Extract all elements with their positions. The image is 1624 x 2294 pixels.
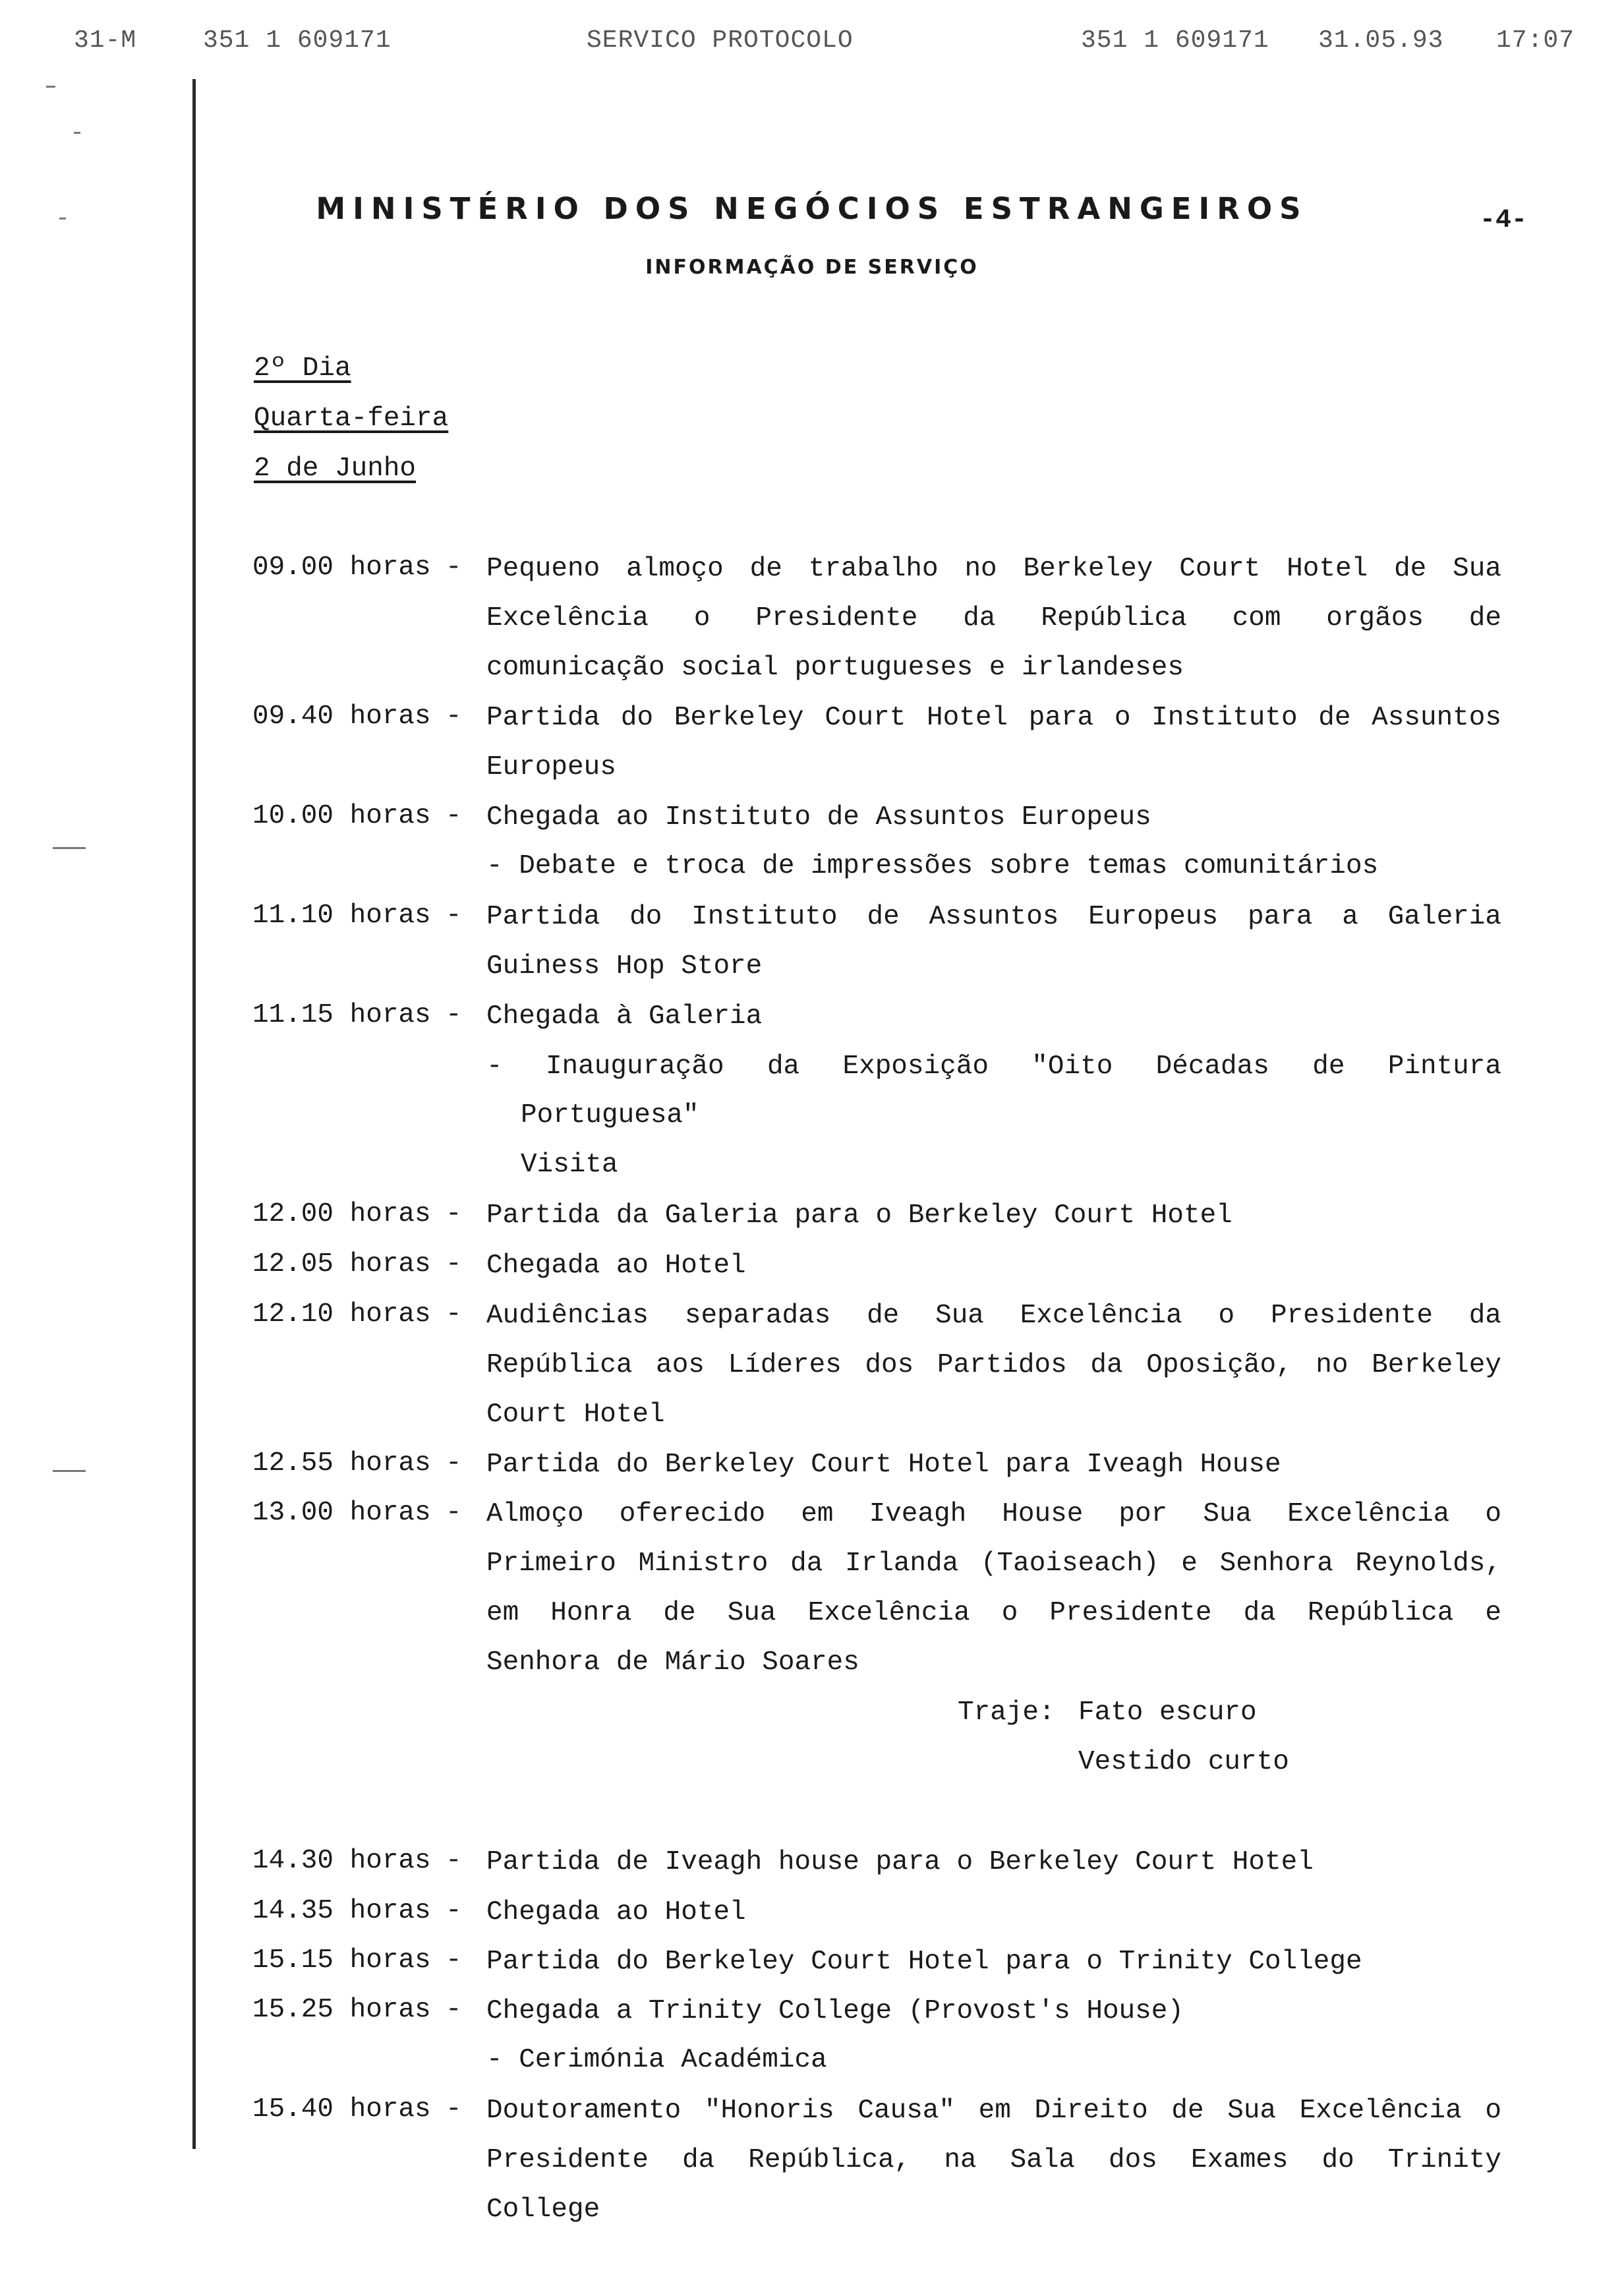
time-dash: -	[446, 1299, 462, 1330]
entry-line: College	[486, 2194, 600, 2225]
fax-service-name: SERVICO PROTOCOLO	[587, 26, 854, 55]
day-weekday: Quarta-feira	[254, 403, 449, 434]
entry-line: Audiências separadas de Sua Excelência o Presidente da	[486, 1301, 1501, 1331]
schedule-entry	[486, 1838, 1501, 1887]
entry-sub-line: - Inauguração da Exposição "Oito Décadas de Pintura	[486, 1051, 1501, 1082]
entry-line: Almoço oferecido em Iveagh House por Sua Excelência o	[486, 1499, 1501, 1529]
schedule-entry	[486, 1291, 1501, 1440]
schedule-entry	[486, 1987, 1501, 2036]
binding-margin-line	[192, 79, 196, 2149]
time-dash: -	[446, 900, 462, 931]
entry-line: Partida do Instituto de Assuntos Europeus para a Galeria	[486, 902, 1501, 932]
day-date: 2 de Junho	[254, 454, 417, 484]
entry-line: Partida do Berkeley Court Hotel para Iveagh House	[486, 1450, 1281, 1480]
schedule-time: 11.10 horas	[252, 900, 431, 931]
entry-line: comunicação social portugueses e irlandeses	[486, 653, 1184, 683]
ministry-title: MINISTÉRIO DOS NEGÓCIOS ESTRANGEIROS	[316, 191, 1308, 226]
day-label: 2º Dia	[254, 353, 351, 384]
time-dash: -	[446, 1995, 462, 2025]
entry-line: Partida da Galeria para o Berkeley Court Hotel	[486, 1200, 1232, 1231]
entry-line: Presidente da República, na Sala dos Exames do Trinity	[486, 2145, 1501, 2175]
entry-line: Chegada a Trinity College (Provost's House)	[486, 1996, 1184, 2026]
dress-code-label: Traje:	[958, 1697, 1055, 1728]
page-number: -4-	[1480, 206, 1528, 235]
entry-line: Partida do Berkeley Court Hotel para o Instituto de Assuntos	[486, 703, 1501, 733]
entry-line: Pequeno almoço de trabalho no Berkeley Court Hotel de Sua	[486, 554, 1501, 584]
time-dash: -	[446, 801, 462, 831]
schedule-entry	[486, 693, 1501, 792]
dress-code-value: Vestido curto	[1078, 1747, 1289, 1777]
schedule-time: 10.00 horas	[252, 801, 431, 831]
schedule-entry	[486, 544, 1501, 693]
scan-speck	[74, 132, 80, 134]
schedule-time: 14.30 horas	[252, 1846, 431, 1876]
time-dash: -	[446, 1249, 462, 1279]
entry-line: Doutoramento "Honoris Causa" em Direito de Sua Excelência o	[486, 2096, 1501, 2126]
schedule-time: 12.10 horas	[252, 1299, 431, 1330]
entry-sub-continuation: Visita	[521, 1150, 618, 1180]
schedule-entry	[486, 1888, 1501, 1937]
entry-line: Court Hotel	[486, 1399, 665, 1430]
entry-line: Chegada ao Instituto de Assuntos Europeus	[486, 802, 1151, 833]
schedule-entry	[486, 1490, 1501, 1688]
time-dash: -	[446, 1896, 462, 1926]
schedule-entry	[486, 2086, 1501, 2235]
entry-line: Partida de Iveagh house para o Berkeley Court Hotel	[486, 1847, 1314, 1877]
entry-line: Europeus	[486, 752, 616, 782]
time-dash: -	[446, 1498, 462, 1528]
time-dash: -	[446, 1448, 462, 1479]
scan-speck	[53, 847, 86, 849]
entry-line: em Honra de Sua Excelência o Presidente da República e	[486, 1598, 1501, 1628]
schedule-entry	[486, 793, 1501, 842]
schedule-time: 12.00 horas	[252, 1199, 431, 1229]
entry-line: República aos Líderes dos Partidos da Oposição, no Berkeley	[486, 1350, 1501, 1380]
entry-line: Chegada ao Hotel	[486, 1897, 746, 1927]
schedule-entry	[486, 1241, 1501, 1291]
entry-line: Chegada à Galeria	[486, 1001, 763, 1032]
schedule-entry	[486, 893, 1501, 991]
schedule-time: 09.00 horas	[252, 552, 431, 583]
fax-time: 17:07	[1496, 26, 1575, 55]
entry-line: Senhora de Mário Soares	[486, 1647, 859, 1678]
entry-line: Chegada ao Hotel	[486, 1250, 746, 1281]
schedule-time: 12.55 horas	[252, 1448, 431, 1479]
scan-speck	[53, 1470, 86, 1472]
schedule-time: 11.15 horas	[252, 1000, 431, 1030]
entry-line: Guiness Hop Store	[486, 951, 763, 982]
entry-sub-item	[486, 1042, 1501, 1092]
schedule-time: 13.00 horas	[252, 1498, 431, 1528]
fax-number: 351 1 609171	[1081, 26, 1269, 55]
time-dash: -	[446, 701, 462, 732]
fax-date: 31.05.93	[1318, 26, 1444, 55]
time-dash: -	[446, 1945, 462, 1976]
fax-code: 31-M	[74, 26, 137, 55]
dress-code-value: Fato escuro	[1078, 1697, 1257, 1728]
time-dash: -	[446, 1199, 462, 1229]
schedule-time: 09.40 horas	[252, 701, 431, 732]
entry-sub-item: - Cerimónia Académica	[486, 2045, 827, 2075]
schedule-time: 12.05 horas	[252, 1249, 431, 1279]
schedule-entry	[486, 992, 1501, 1042]
time-dash: -	[446, 1000, 462, 1030]
entry-sub-continuation: Portuguesa"	[521, 1100, 699, 1131]
schedule-time: 15.40 horas	[252, 2094, 431, 2125]
fax-sender-number: 351 1 609171	[203, 26, 392, 55]
schedule-entry	[486, 1191, 1501, 1241]
entry-line: Partida do Berkeley Court Hotel para o Trinity College	[486, 1947, 1362, 1977]
schedule-time: 15.15 horas	[252, 1945, 431, 1976]
time-dash: -	[446, 552, 462, 583]
schedule-time: 14.35 horas	[252, 1896, 431, 1926]
entry-line: Excelência o Presidente da República com orgãos de	[486, 603, 1501, 633]
time-dash: -	[446, 2094, 462, 2125]
schedule-time: 15.25 horas	[252, 1995, 431, 2025]
schedule-entry	[486, 1937, 1501, 1987]
scan-speck	[46, 86, 55, 88]
entry-line: Primeiro Ministro da Irlanda (Taoiseach) e Senhora Reynolds,	[486, 1548, 1501, 1579]
document-subtitle: INFORMAÇÃO DE SERVIÇO	[645, 256, 979, 279]
time-dash: -	[446, 1846, 462, 1876]
entry-sub-item: - Debate e troca de impressões sobre temas comunitários	[486, 851, 1379, 881]
schedule-entry	[486, 1440, 1501, 1490]
